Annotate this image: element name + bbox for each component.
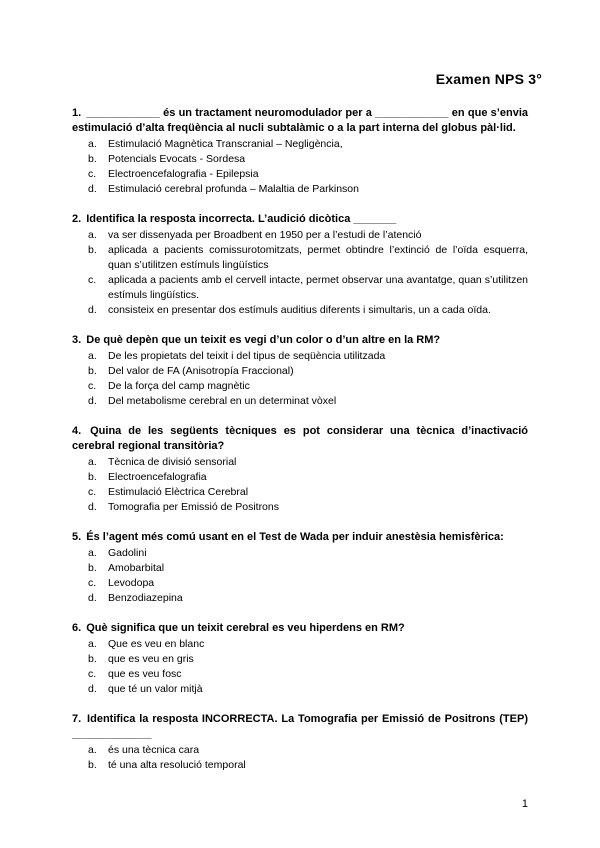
option-text: Estimulació Magnètica Transcranial – Negligència,	[108, 138, 343, 150]
option-text: que es veu en gris	[108, 653, 194, 665]
option-letter: c.	[88, 668, 97, 680]
option-letter: c.	[88, 168, 97, 180]
option-text: Estimulació cerebral profunda – Malaltia de Parkinson	[108, 183, 359, 195]
question-body: És l’agent més comú usant en el Test de Wada per induir anestèsia hemisfèrica:	[86, 531, 504, 543]
option-letter: a.	[88, 456, 97, 468]
option-text: Levodopa	[108, 577, 155, 589]
options-list	[72, 137, 528, 197]
question-text	[72, 712, 528, 742]
question-body: Identifica la resposta incorrecta. L’audició dicòtica _______	[86, 213, 397, 225]
option-text: Que es veu en blanc	[108, 638, 205, 650]
option-text: Electroencefalografia	[108, 471, 207, 483]
option-text: Del valor de FA (Anisotropía Fraccional)	[108, 365, 294, 377]
option-a	[72, 228, 528, 243]
question-number: 4.	[72, 425, 82, 437]
option-d	[72, 591, 528, 606]
question-number: 6.	[72, 622, 82, 634]
question-text	[72, 424, 528, 454]
option-letter: a.	[88, 138, 97, 150]
question-text	[72, 333, 528, 348]
option-b	[72, 470, 528, 485]
option-c	[72, 576, 528, 591]
option-c	[72, 273, 528, 303]
option-text: Tomografia per Emissió de Positrons	[108, 501, 279, 513]
option-letter: b.	[88, 759, 97, 771]
option-b	[72, 652, 528, 667]
option-a	[72, 637, 528, 652]
options-list	[72, 228, 528, 318]
option-letter: d.	[88, 592, 97, 604]
option-d	[72, 394, 528, 409]
option-letter: b.	[88, 653, 97, 665]
question-text	[72, 106, 528, 136]
option-d	[72, 182, 528, 197]
option-d	[72, 682, 528, 697]
option-text: va ser dissenyada per Broadbent en 1950 per a l’estudi de l’atenció	[108, 229, 422, 241]
question-text	[72, 530, 528, 545]
option-b	[72, 561, 528, 576]
option-text: De les propietats del teixit i del tipus de seqüència utilitzada	[108, 350, 386, 362]
question-number: 1.	[72, 107, 82, 119]
question-6	[72, 621, 528, 697]
options-list	[72, 546, 528, 606]
option-letter: b.	[88, 244, 97, 256]
option-text: Potencials Evocats - Sordesa	[108, 153, 246, 165]
option-b	[72, 364, 528, 379]
question-number: 3.	[72, 334, 82, 346]
question-body: Quina de les següents tècniques es pot considerar una tècnica d’inactivació cerebral regional transitòria?	[72, 425, 528, 452]
options-list	[72, 637, 528, 697]
option-c	[72, 167, 528, 182]
option-letter: c.	[88, 486, 97, 498]
options-list	[72, 743, 528, 773]
question-body: De què depèn que un teixit es vegi d’un color o d’un altre en la RM?	[86, 334, 441, 346]
option-a	[72, 349, 528, 364]
option-a	[72, 137, 528, 152]
option-text: té una alta resolució temporal	[108, 759, 246, 771]
option-text: Electroencefalografia - Epilepsia	[108, 168, 259, 180]
option-letter: c.	[88, 577, 97, 589]
option-letter: d.	[88, 395, 97, 407]
option-letter: a.	[88, 229, 97, 241]
option-b	[72, 152, 528, 167]
option-c	[72, 379, 528, 394]
option-letter: a.	[88, 638, 97, 650]
question-text	[72, 212, 528, 227]
option-a	[72, 546, 528, 561]
question-body: ____________ és un tractament neuromodulador per a ____________ en que s’envia estimulació d’alta freqüència al nucli subtalàmic o a la part interna del globus pàl·lid.	[72, 107, 528, 134]
exam-content	[72, 106, 528, 788]
option-letter: d.	[88, 183, 97, 195]
option-letter: b.	[88, 562, 97, 574]
option-letter: d.	[88, 683, 97, 695]
option-text: que té un valor mitjà	[108, 683, 203, 695]
option-text: Estimulació Elèctrica Cerebral	[108, 486, 249, 498]
option-letter: a.	[88, 744, 97, 756]
option-text: consisteix en presentar dos estímuls auditius diferents i simultaris, un a cada oïda.	[108, 304, 491, 316]
option-letter: b.	[88, 153, 97, 165]
page-number: 1	[521, 798, 528, 810]
option-text: Benzodiazepina	[108, 592, 183, 604]
option-c	[72, 485, 528, 500]
option-text: Tècnica de divisió sensorial	[108, 456, 237, 468]
option-letter: a.	[88, 547, 97, 559]
option-text: Amobarbital	[108, 562, 165, 574]
option-text: que es veu fosc	[108, 668, 182, 680]
question-4	[72, 424, 528, 515]
option-b	[72, 758, 528, 773]
option-letter: d.	[88, 501, 97, 513]
options-list	[72, 455, 528, 515]
option-b	[72, 243, 528, 273]
question-1	[72, 106, 528, 197]
question-body: Què significa que un teixit cerebral es veu hiperdens en RM?	[86, 622, 405, 634]
option-a	[72, 455, 528, 470]
question-5	[72, 530, 528, 606]
option-letter: a.	[88, 350, 97, 362]
option-letter: b.	[88, 365, 97, 377]
option-d	[72, 303, 528, 318]
option-c	[72, 667, 528, 682]
question-3	[72, 333, 528, 409]
question-body: Identifica la resposta INCORRECTA. La Tomografia per Emissió de Positrons (TEP) _____________	[72, 713, 528, 740]
option-letter: b.	[88, 471, 97, 483]
option-text: és una tècnica cara	[108, 744, 200, 756]
question-2	[72, 212, 528, 318]
options-list	[72, 349, 528, 409]
document-title: Examen NPS 3°	[435, 71, 542, 87]
question-7	[72, 712, 528, 773]
option-text: Del metabolisme cerebral en un determinat vòxel	[108, 395, 337, 407]
option-text: Gadolini	[108, 547, 147, 559]
question-text	[72, 621, 528, 636]
option-letter: c.	[88, 380, 97, 392]
option-letter: c.	[88, 274, 97, 286]
option-letter: d.	[88, 304, 97, 316]
option-text: aplicada a pacients amb el cervell intacte, permet observar una avantatge, quan s’utilitzen estímuls lingüístics.	[108, 274, 528, 301]
option-text: aplicada a pacients comissurotomitzats, permet obtindre l’extinció de l’oïda esquerra, quan s’utilitzen estímuls lingüístics	[108, 244, 528, 271]
option-text: De la força del camp magnètic	[108, 380, 250, 392]
question-number: 5.	[72, 531, 82, 543]
question-number: 7.	[72, 713, 82, 725]
question-number: 2.	[72, 213, 82, 225]
option-d	[72, 500, 528, 515]
option-a	[72, 743, 528, 758]
